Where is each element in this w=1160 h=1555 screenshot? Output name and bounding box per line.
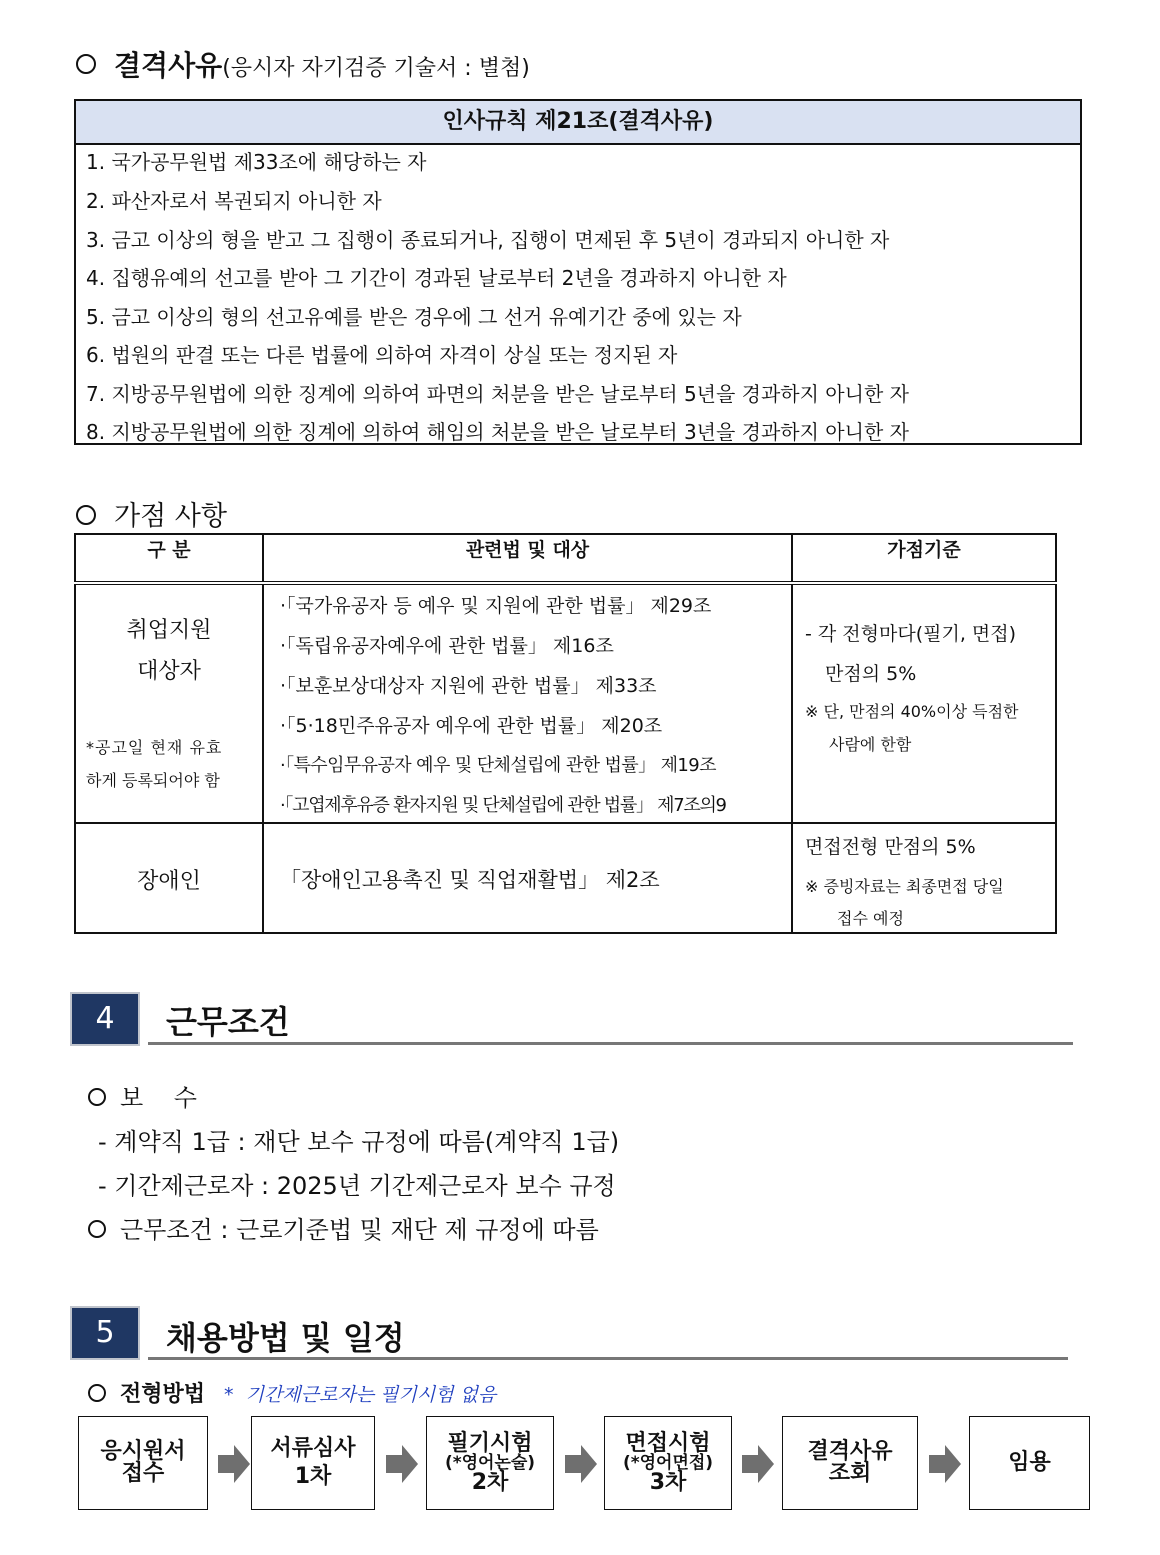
step-line1: 서류심사 bbox=[270, 1436, 356, 1461]
arrow-right-icon bbox=[742, 1445, 774, 1483]
step-line3: 3차 bbox=[649, 1469, 687, 1495]
law-item: ·「고엽제후유증 환자지원 및 단체설립에 관한 법률」 제7조의9 bbox=[280, 795, 726, 816]
section4-title: 근무조건 bbox=[166, 1003, 290, 1041]
bonus-row1-law-cell bbox=[263, 583, 792, 823]
flow-step-application bbox=[78, 1416, 208, 1510]
circle-bullet-icon bbox=[88, 1384, 106, 1402]
disqualification-item: 5. 금고 이상의 형의 선고유예를 받은 경우에 그 선거 유예기간 중에 있는 자 bbox=[86, 305, 742, 329]
work-conditions bbox=[88, 1210, 599, 1245]
circle-bullet-icon bbox=[76, 505, 96, 525]
law-item: ·「국가유공자 등 예우 및 지원에 관한 법률」 제29조 bbox=[280, 595, 712, 617]
step-line3: 2차 bbox=[471, 1469, 509, 1495]
pay-heading bbox=[88, 1078, 197, 1113]
step-line2: 1차 bbox=[294, 1464, 332, 1489]
section5-title: 채용방법 및 일정 bbox=[166, 1319, 405, 1357]
step-line2: (*영어논술) bbox=[444, 1452, 536, 1473]
step-line1: 면접시험 bbox=[625, 1430, 711, 1456]
row1-category-line2: 대상자 bbox=[137, 659, 201, 684]
bonus-heading bbox=[76, 494, 227, 533]
row1-criteria-note1: ※ 단, 만점의 40%이상 득점한 bbox=[805, 702, 1019, 721]
arrow-right-icon bbox=[386, 1445, 418, 1483]
disqualification-item: 1. 국가공무원법 제33조에 해당하는 자 bbox=[86, 150, 427, 174]
bonus-header-criteria: 가점기준 bbox=[792, 534, 1056, 583]
section5-underline bbox=[148, 1357, 1068, 1360]
row2-criteria-line1: 면접전형 만점의 5% bbox=[805, 836, 976, 858]
row2-law: 「장애인고용촉진 및 직업재활법」 제2조 bbox=[280, 868, 660, 892]
disqualification-item: 8. 지방공무원법에 의한 징계에 의하여 해임의 처분을 받은 날로부터 3년을 경과하지 아니한 자 bbox=[86, 420, 909, 444]
disqualification-heading bbox=[76, 44, 530, 84]
disqualification-table bbox=[74, 99, 1082, 445]
bonus-row2-category-cell bbox=[75, 823, 263, 933]
row1-criteria-line1: - 각 전형마다(필기, 면접) bbox=[805, 623, 1017, 645]
circle-bullet-icon bbox=[88, 1088, 106, 1106]
row2-category: 장애인 bbox=[137, 869, 201, 894]
bonus-row2-law-cell bbox=[263, 823, 792, 933]
disqualification-item: 7. 지방공무원법에 의한 징계에 의하여 파면의 처분을 받은 날로부터 5년을 경과하지 아니한 자 bbox=[86, 382, 909, 406]
disqualification-item: 6. 법원의 판결 또는 다른 법률에 의하여 자격이 상실 또는 정지된 자 bbox=[86, 343, 678, 367]
disqualification-title: 결격사유 bbox=[114, 49, 223, 82]
step-line2: (*영어면접) bbox=[622, 1452, 714, 1473]
row2-criteria-note2: 접수 예정 bbox=[837, 909, 904, 928]
pay-line1: - 계약직 1급 : 재단 보수 규정에 따름(계약직 1급) bbox=[98, 1128, 620, 1156]
bonus-header-category: 구 분 bbox=[75, 534, 263, 583]
method-heading bbox=[88, 1377, 496, 1408]
disqualification-item: 4. 집행유예의 선고를 받아 그 기간이 경과된 날로부터 2년을 경과하지 아니한 자 bbox=[86, 266, 787, 290]
flow-step-interview bbox=[604, 1416, 732, 1510]
disqualification-note: (응시자 자기검증 기술서 : 별첨) bbox=[222, 56, 530, 81]
step-line1: 임용 bbox=[1008, 1450, 1051, 1475]
law-item: ·「5·18민주유공자 예우에 관한 법률」 제20조 bbox=[280, 715, 663, 737]
bonus-row1-category-cell bbox=[75, 583, 263, 823]
flow-step-written-exam bbox=[426, 1416, 554, 1510]
bonus-table bbox=[74, 533, 1057, 934]
method-note: * 기간제근로자는 필기시험 없음 bbox=[224, 1384, 497, 1406]
bonus-row2-criteria-cell bbox=[792, 823, 1056, 933]
section4-number: 4 bbox=[70, 992, 140, 1046]
flow-step-document-review bbox=[251, 1416, 375, 1510]
section5-number: 5 bbox=[70, 1306, 140, 1360]
pay-heading-text: 보 수 bbox=[120, 1084, 197, 1112]
circle-bullet-icon bbox=[88, 1220, 106, 1238]
law-item: ·「특수임무유공자 예우 및 단체설립에 관한 법률」 제19조 bbox=[280, 755, 716, 776]
row1-note-line1: *공고일 현재 유효 bbox=[86, 738, 223, 757]
arrow-right-icon bbox=[218, 1445, 250, 1483]
bonus-title: 가점 사항 bbox=[114, 501, 227, 532]
step-line1: 필기시험 bbox=[447, 1430, 533, 1456]
disqualification-item: 3. 금고 이상의 형을 받고 그 집행이 종료되거나, 집행이 면제된 후 5년이 경과되지 아니한 자 bbox=[86, 228, 890, 252]
pay-line2: - 기간제근로자 : 2025년 기간제근로자 보수 규정 bbox=[98, 1172, 616, 1200]
step-line1: 결격사유 bbox=[807, 1439, 893, 1464]
disqualification-table-title: 인사규칙 제21조(결격사유) bbox=[76, 101, 1080, 145]
row1-note-line2: 하게 등록되어야 함 bbox=[86, 771, 220, 790]
bonus-header-law: 관련법 및 대상 bbox=[263, 534, 792, 583]
method-heading-text: 전형방법 bbox=[120, 1382, 206, 1407]
section4-underline bbox=[148, 1042, 1073, 1045]
row1-category-line1: 취업지원 bbox=[126, 618, 212, 643]
disqualification-item: 2. 파산자로서 복권되지 아니한 자 bbox=[86, 189, 382, 213]
row2-criteria-note1: ※ 증빙자료는 최종면접 당일 bbox=[805, 877, 1004, 896]
step-line2: 접수 bbox=[121, 1461, 165, 1486]
law-item: ·「보훈보상대상자 지원에 관한 법률」 제33조 bbox=[280, 675, 657, 697]
arrow-right-icon bbox=[565, 1445, 597, 1483]
law-item: ·「독립유공자예우에 관한 법률」 제16조 bbox=[280, 635, 614, 657]
flow-step-appointment bbox=[969, 1416, 1090, 1510]
row1-criteria-line2: 만점의 5% bbox=[825, 663, 917, 685]
flow-step-disqualification-check bbox=[782, 1416, 918, 1510]
arrow-right-icon bbox=[929, 1445, 961, 1483]
step-line2: 조회 bbox=[828, 1461, 872, 1486]
step-line1: 응시원서 bbox=[100, 1439, 186, 1464]
row1-criteria-note2: 사람에 한함 bbox=[829, 735, 912, 754]
work-conditions-text: 근무조건 : 근로기준법 및 재단 제 규정에 따름 bbox=[120, 1216, 599, 1244]
bonus-row1-criteria-cell bbox=[792, 583, 1056, 823]
circle-bullet-icon bbox=[76, 54, 96, 74]
